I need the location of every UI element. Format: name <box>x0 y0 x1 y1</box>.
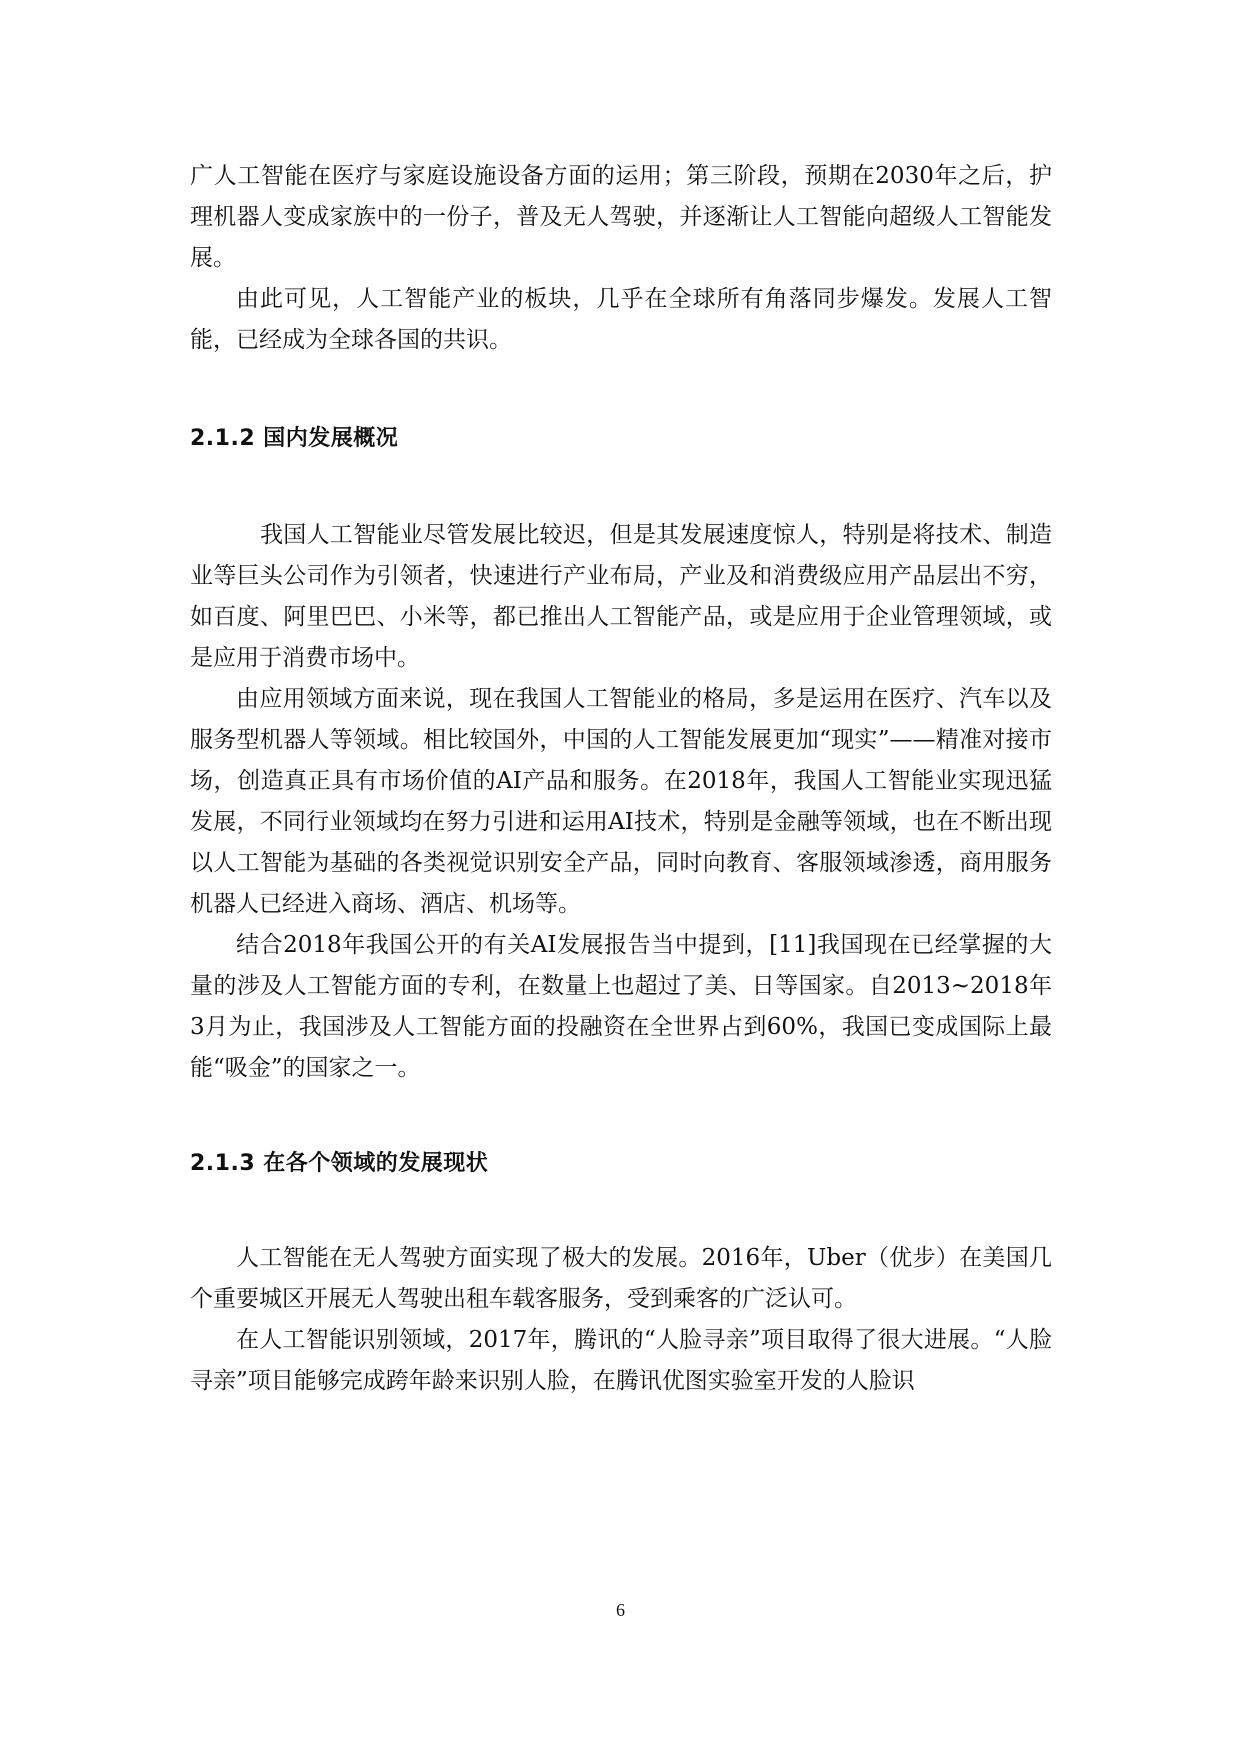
paragraph-continued: 广人工智能在医疗与家庭设施设备方面的运用；第三阶段，预期在2030年之后，护理机器人变成家族中的一份子，普及无人驾驶，并逐渐让人工智能向超级人工智能发展。 <box>190 163 1052 271</box>
section-heading-2-1-2: 2.1.2 国内发展概况 <box>190 426 399 451</box>
paragraph-ai-consensus: 由此可见，人工智能产业的板块，几乎在全球所有角落同步爆发。发展人工智能，已经成为全球各国的共识。 <box>190 286 1052 353</box>
page-number: 6 <box>616 1600 625 1620</box>
paragraph-face-recognition: 在人工智能识别领域，2017年，腾讯的“人脸寻亲”项目取得了很大进展。“人脸寻亲”项目能够完成跨年龄来识别人脸，在腾讯优图实验室开发的人脸识 <box>190 1327 1052 1394</box>
paragraph-autonomous-driving: 人工智能在无人驾驶方面实现了极大的发展。2016年，Uber（优步）在美国几个重要城区开展无人驾驶出租车载客服务，受到乘客的广泛认可。 <box>190 1245 1052 1312</box>
section-heading-2-1-3: 2.1.3 在各个领域的发展现状 <box>190 1151 489 1176</box>
page-body <box>190 156 1052 1402</box>
paragraph-domestic-overview: 我国人工智能业尽管发展比较迟，但是其发展速度惊人，特别是将技术、制造业等巨头公司作为引领者，快速进行产业布局，产业及和消费级应用产品层出不穷，如百度、阿里巴巴、小米等，都已推出人工智能产品，或是应用于企业管理领域，或是应用于消费市场中。 <box>190 522 1052 671</box>
paragraph-application-fields: 由应用领域方面来说，现在我国人工智能业的格局，多是运用在医疗、汽车以及服务型机器人等领域。相比较国外，中国的人工智能发展更加“现实”——精准对接市场，创造真正具有市场价值的AI产品和服务。在2018年，我国人工智能业实现迅猛发展，不同行业领域均在努力引进和运用AI技术，特别是金融等领域，也在不断出现以人工智能为基础的各类视觉识别安全产品，同时向教育、客服领域渗透，商用服务机器人已经进入商场、酒店、机场等。 <box>190 686 1052 917</box>
paragraph-2018-report: 结合2018年我国公开的有关AI发展报告当中提到，[11]我国现在已经掌握的大量的涉及人工智能方面的专利，在数量上也超过了美、日等国家。自2013~2018年3月为止，我国涉及人工智能方面的投融资在全世界占到60%，我国已变成国际上最能“吸金”的国家之一。 <box>190 932 1052 1081</box>
